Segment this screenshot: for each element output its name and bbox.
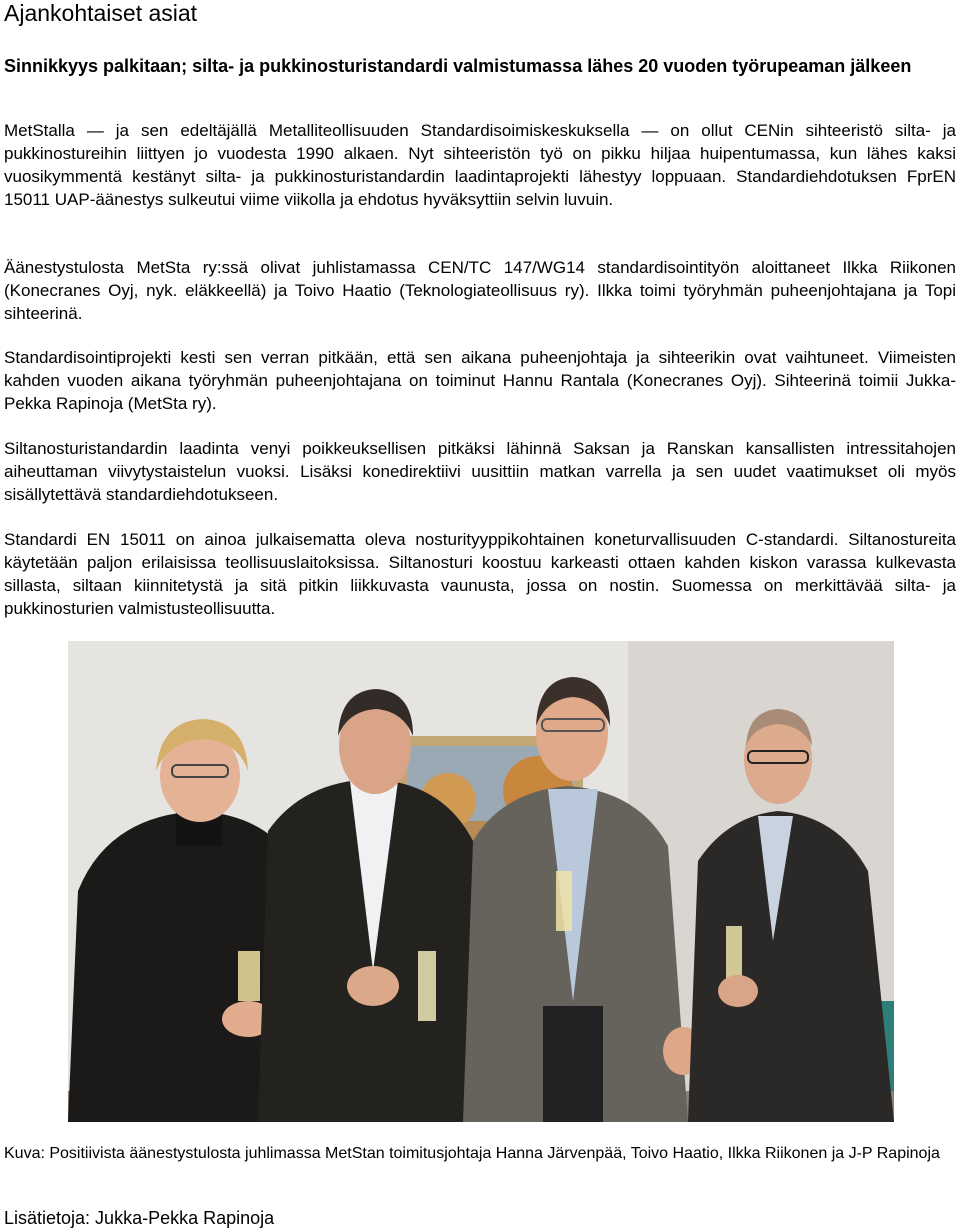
article-paragraph-3: Standardisointiprojekti kesti sen verran pitkään, että sen aikana puheenjohtaja ja sihteerikin ovat vaihtuneet. Viimeisten kahden vuoden aikana työryhmän puheenjohtajana on toiminut Hannu Rantala (Konecranes Oyj). Sihteerinä toimii Jukka-Pekka Rapinoja (MetSta ry).	[4, 348, 956, 413]
group-photo	[68, 641, 894, 1122]
article-paragraph-4: Siltanosturistandardin laadinta venyi poikkeuksellisen pitkäksi lähinnä Saksan ja Ranskan kansallisten intressitahojen aiheuttaman viivytystaistelun vuoksi. Lisäksi konedirektiivi uusittiin matkan varrella ja sen uudet vaatimukset oli myös sisällytettävä standardiehdotukseen.	[4, 439, 956, 504]
photo-caption: Kuva: Positiivista äänestystulosta juhlimassa MetStan toimitusjohtaja Hanna Järvenpää, Toivo Haatio, Ilkka Riikonen ja J-P Rapinoja	[4, 1145, 940, 1162]
page-title: Ajankohtaiset asiat	[4, 0, 198, 26]
article-paragraph-1: MetStalla — ja sen edeltäjällä Metalliteollisuuden Standardisoimiskeskuksella — on ollut CENin sihteeristö silta- ja pukkinostureihin liittyen jo vuodesta 1990 alkaen. Nyt sihteeristön työ on pikku hiljaa huipentumassa, kun lähes kaksi vuosikymmentä kestänyt silta- ja pukkinosturistandardin laadintaprojekti lähestyy loppuaan. Standardiehdotuksen FprEN 15011 UAP-äänestys sulkeutui viime viikolla ja ehdotus hyväksyttiin selvin luvuin.	[4, 121, 956, 209]
more-info: Lisätietoja: Jukka-Pekka Rapinoja	[4, 1208, 275, 1228]
article-headline: Sinnikkyys palkitaan; silta- ja pukkinosturistandardi valmistumassa lähes 20 vuoden työrupeaman jälkeen	[4, 56, 912, 76]
article-paragraph-2: Äänestystulosta MetSta ry:ssä olivat juhlistamassa CEN/TC 147/WG14 standardisointityön aloittaneet Ilkka Riikonen (Konecranes Oyj, nyk. eläkkeellä) ja Toivo Haatio (Teknologiateollisuus ry). Ilkka toimi työryhmän puheenjohtajana ja Topi sihteerinä.	[4, 258, 956, 323]
article-paragraph-5: Standardi EN 15011 on ainoa julkaisematta oleva nosturityyppikohtainen koneturvallisuuden C-standardi. Siltanostureita käytetään paljon erilaisissa teollisuuslaitoksissa. Siltanosturi koostuu karkeasti ottaen kahden kiskon varassa kulkevasta sillasta, siltaan kiinnitetystä ja sitä pitkin liikkuvasta vaunusta, jossa on nostin. Suomessa on merkittävää silta- ja pukkinosturien valmistusteollisuutta.	[4, 530, 956, 618]
